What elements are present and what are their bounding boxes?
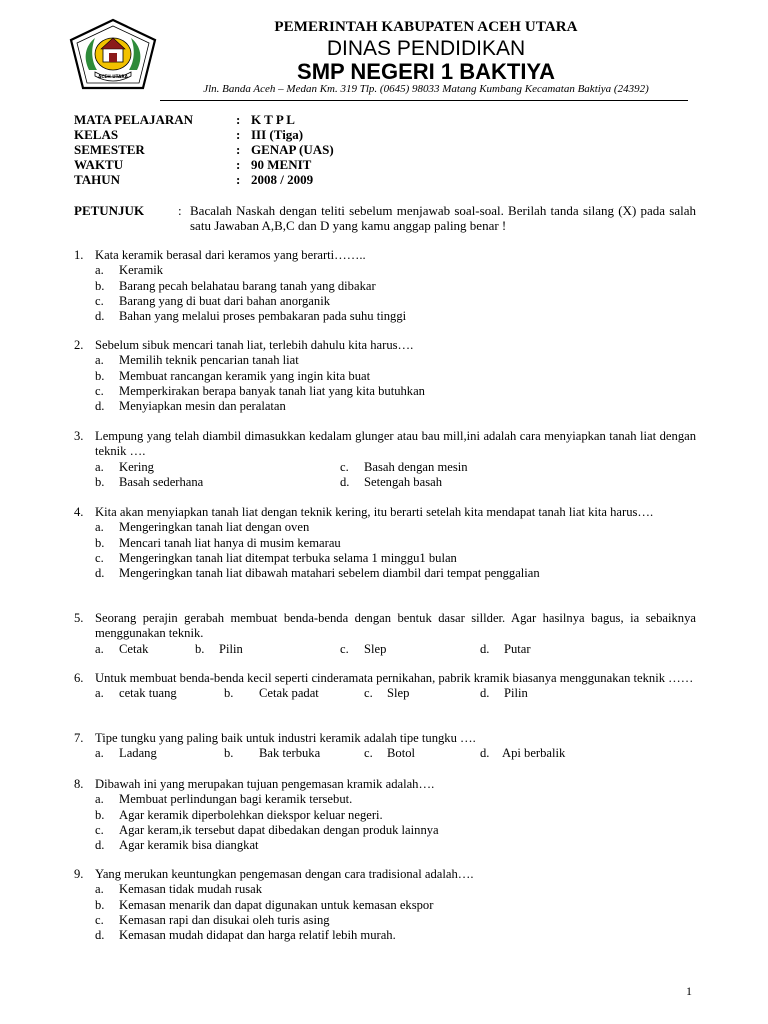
option: a. Mengeringkan tanah liat dengan oven xyxy=(95,520,310,535)
logo-caption: ACEH UTARA xyxy=(98,74,128,79)
option-text: Membuat perlindungan bagi keramik tersebut. xyxy=(119,792,353,807)
option-text: Memilih teknik pencarian tanah liat xyxy=(119,353,299,368)
question-text: Seorang perajin gerabah membuat benda-benda dengan bentuk dasar sillder. Agar hasilnya bagus, ia sebaiknya menggunakan teknik. xyxy=(95,611,696,641)
option-text: Kemasan rapi dan disukai oleh turis asing xyxy=(119,912,330,927)
government-name: PEMERINTAH KABUPATEN ACEH UTARA xyxy=(274,19,578,35)
option-text: Slep xyxy=(364,641,387,656)
question-number: 4. xyxy=(74,505,84,519)
option: b. Barang pecah belahatau barang tanah yang dibakar xyxy=(95,278,376,293)
question-number: 8. xyxy=(74,777,84,791)
question-text: Untuk membuat benda-benda kecil seperti cinderamata pernikahan, pabrik kramik biasanya menggunakan teknik …… xyxy=(95,671,694,685)
option-text: Kemasan mudah didapat dan harga relatif lebih murah. xyxy=(119,928,396,943)
instructions-text: Bacalah Naskah dengan teliti sebelum menjawab soal-soal. Berilah tanda silang (X) pada salah satu Jawaban A,B,C dan D yang kamu anggap paling benar ! xyxy=(190,203,696,233)
option: c. Mengeringkan tanah liat ditempat terbuka selama 1 minggu1 bulan xyxy=(95,550,457,565)
option-text: Slep xyxy=(387,686,410,701)
info-label: TAHUN xyxy=(74,172,120,187)
school-address: Jln. Banda Aceh – Medan Km. 319 Tlp. (0645) 98033 Matang Kumbang Kecamatan Baktiya (24392) xyxy=(203,83,649,95)
school-name: SMP NEGERI 1 BAKTIYA xyxy=(297,59,555,84)
question-number: 5. xyxy=(74,611,84,625)
option-text: Putar xyxy=(504,641,531,656)
question-2 xyxy=(74,338,696,414)
option: d. Bahan yang melalui proses pembakaran pada suhu tinggi xyxy=(95,309,407,324)
info-label: KELAS xyxy=(74,127,119,142)
instructions-label: PETUNJUK xyxy=(74,203,145,218)
option: d. Agar keramik bisa diangkat xyxy=(95,838,259,853)
option-text: Ladang xyxy=(119,746,157,761)
option-text: cetak tuang xyxy=(119,686,177,701)
option-text: Barang pecah belahatau barang tanah yang dibakar xyxy=(119,278,376,293)
question-text: Sebelum sibuk mencari tanah liat, terlebih dahulu kita harus…. xyxy=(95,338,414,352)
option-text: Agar keramik bisa diangkat xyxy=(119,838,259,853)
option: d. Menyiapkan mesin dan peralatan xyxy=(95,399,286,414)
option: a. Keramik xyxy=(95,263,164,278)
option-text: Mengeringkan tanah liat dibawah matahari sebelem diambil dari tempat penggalian xyxy=(119,566,540,581)
option-text: Basah sederhana xyxy=(119,474,204,489)
option-text: Agar keram,ik tersebut dapat dibedakan dengan produk lainnya xyxy=(119,822,439,837)
option: a. Membuat perlindungan bagi keramik tersebut. xyxy=(95,792,353,807)
option: a. Kemasan tidak mudah rusak xyxy=(95,882,263,897)
info-label: WAKTU xyxy=(74,157,124,172)
option: b. Kemasan menarik dan dapat digunakan untuk kemasan ekspor xyxy=(95,897,434,912)
option-text: Menyiapkan mesin dan peralatan xyxy=(119,399,286,414)
option: b. Agar keramik diperbolehkan diekspor keluar negeri. xyxy=(95,807,383,822)
option: c. Memperkirakan berapa banyak tanah liat yang kita butuhkan xyxy=(95,383,425,398)
question-text: Kata keramik berasal dari keramos yang berarti…….. xyxy=(95,248,366,262)
option: b. Mencari tanah liat hanya di musim kemarau xyxy=(95,535,341,550)
option-text: Botol xyxy=(387,746,415,761)
option-text: Kering xyxy=(119,459,154,474)
question-5: 5. Seorang perajin gerabah membuat benda-benda dengan bentuk dasar sillder. Agar hasilnya bagus, ia sebaiknya menggunakan teknik. a. Cetak b. Pilin c. Slep d. Putar xyxy=(74,611,696,656)
question-6: 6. Untuk membuat benda-benda kecil seperti cinderamata pernikahan, pabrik kramik biasanya menggunakan teknik …… a. cetak tuang b. Cetak padat c. Slep d. Pilin xyxy=(74,671,696,702)
question-number: 2. xyxy=(74,338,84,352)
info-value: III (Tiga) xyxy=(251,127,304,142)
question-7: 7. Tipe tungku yang paling baik untuk industri keramik adalah tipe tungku …. a. Ladang b. Bak terbuka c. Botol d. Api berbalik xyxy=(74,731,696,762)
info-value: K T P L xyxy=(251,112,295,127)
option-text: Api berbalik xyxy=(502,746,566,761)
question-text: Kita akan menyiapkan tanah liat dengan teknik kering, itu berarti setelah kita mendapat tanah liat kita harus…. xyxy=(95,505,654,519)
option-text: Cetak xyxy=(119,641,149,656)
question-text: Dibawah ini yang merupakan tujuan pengemasan kramik adalah…. xyxy=(95,777,435,791)
info-value: 2008 / 2009 xyxy=(251,172,314,187)
option: d. Mengeringkan tanah liat dibawah matahari sebelem diambil dari tempat penggalian xyxy=(95,566,540,581)
aceh-utara-logo xyxy=(69,18,157,90)
option-text: Setengah basah xyxy=(364,474,442,489)
question-1 xyxy=(74,248,696,324)
option: c. Kemasan rapi dan disukai oleh turis asing xyxy=(95,912,330,927)
option-text: Pilin xyxy=(219,641,243,656)
option-text: Mengeringkan tanah liat dengan oven xyxy=(119,520,310,535)
option: b. Membuat rancangan keramik yang ingin kita buat xyxy=(95,368,371,383)
option: c. Agar keram,ik tersebut dapat dibedakan dengan produk lainnya xyxy=(95,822,439,837)
option-text: Bahan yang melalui proses pembakaran pada suhu tinggi xyxy=(119,309,407,324)
option: a. Memilih teknik pencarian tanah liat xyxy=(95,353,299,368)
question-9 xyxy=(74,867,696,943)
option-text: Kemasan tidak mudah rusak xyxy=(119,882,263,897)
info-value: 90 MENIT xyxy=(251,157,312,172)
question-3: 3. Lempung yang telah diambil dimasukkan kedalam glunger atau bau mill,ini adalah cara menyiapkan tanah liat dengan teknik …. a. Kering b. Basah sederhana c. Basah dengan mesin d. Setengah basah xyxy=(74,429,696,489)
info-label: MATA PELAJARAN xyxy=(74,112,194,127)
question-4 xyxy=(74,505,696,581)
option-text: Barang yang di buat dari bahan anorganik xyxy=(119,293,330,308)
header-divider xyxy=(160,100,688,101)
option-text: Mengeringkan tanah liat ditempat terbuka selama 1 minggu1 bulan xyxy=(119,550,457,565)
option-text: Mencari tanah liat hanya di musim kemarau xyxy=(119,535,341,550)
info-label: SEMESTER xyxy=(74,142,145,157)
question-text: Yang merukan keuntungkan pengemasan dengan cara tradisional adalah…. xyxy=(95,867,474,881)
option: d. Kemasan mudah didapat dan harga relatif lebih murah. xyxy=(95,928,396,943)
department-name: DINAS PENDIDIKAN xyxy=(326,37,526,60)
question-number: 9. xyxy=(74,867,84,881)
question-8 xyxy=(74,777,696,853)
option-text: Agar keramik diperbolehkan diekspor keluar negeri. xyxy=(119,807,383,822)
info-value: GENAP (UAS) xyxy=(251,142,334,157)
question-number: 6. xyxy=(74,671,84,685)
option-text: Membuat rancangan keramik yang ingin kita buat xyxy=(119,368,371,383)
question-text: Lempung yang telah diambil dimasukkan kedalam glunger atau bau mill,ini adalah cara menyiapkan tanah liat dengan teknik …. xyxy=(95,429,696,459)
option-text: Pilin xyxy=(504,686,528,701)
question-number: 3. xyxy=(74,429,84,443)
option-text: Basah dengan mesin xyxy=(364,459,468,474)
question-number: 1. xyxy=(74,248,84,262)
option: c. Barang yang di buat dari bahan anorganik xyxy=(95,293,330,308)
option-text: Kemasan menarik dan dapat digunakan untuk kemasan ekspor xyxy=(119,897,434,912)
question-number: 7. xyxy=(74,731,84,745)
option-text: Cetak padat xyxy=(259,686,319,701)
option-text: Memperkirakan berapa banyak tanah liat yang kita butuhkan xyxy=(119,383,425,398)
question-text: Tipe tungku yang paling baik untuk industri keramik adalah tipe tungku …. xyxy=(95,731,476,745)
page-number: 1 xyxy=(686,984,692,998)
option-text: Keramik xyxy=(119,263,164,278)
option-text: Bak terbuka xyxy=(259,746,321,761)
